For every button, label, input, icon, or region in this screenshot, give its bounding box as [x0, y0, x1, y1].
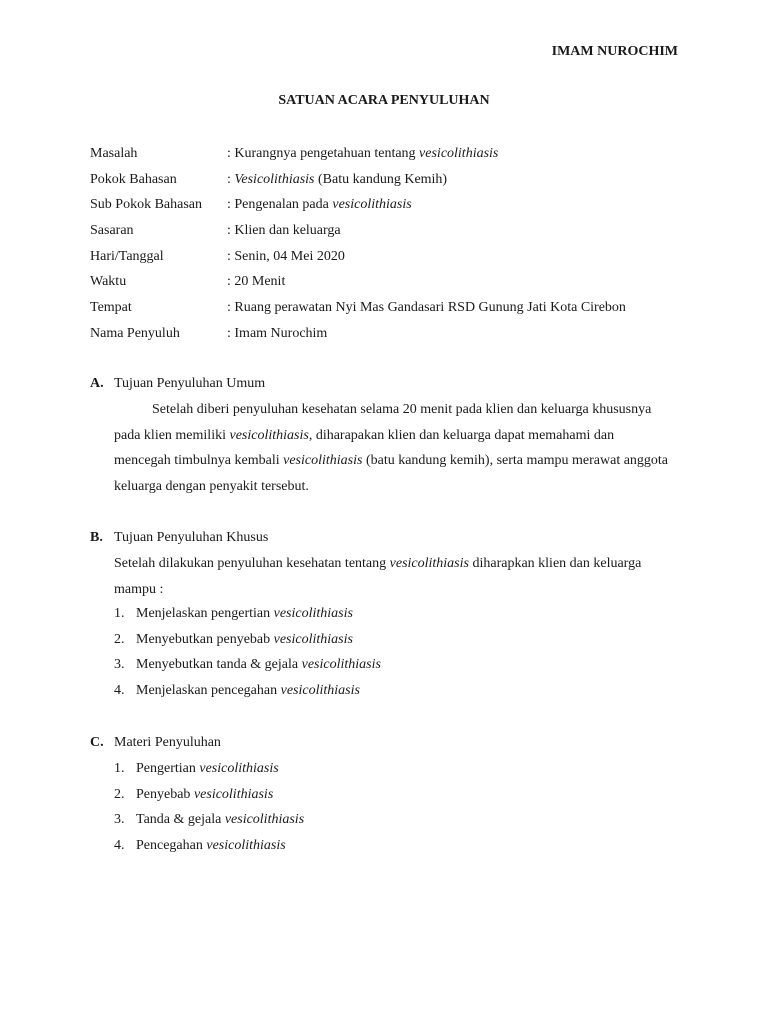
section-c-heading — [90, 733, 221, 753]
info-label: Waktu — [90, 274, 127, 290]
info-row-masalah — [90, 144, 626, 170]
info-label: Tempat — [90, 300, 132, 316]
section-title: Tujuan Penyuluhan Khusus — [114, 530, 269, 545]
section-title: Tujuan Penyuluhan Umum — [114, 376, 266, 391]
list-item: 1. Menjelaskan pengertian vesicolithiasis — [114, 606, 353, 621]
info-row-tempat — [90, 298, 626, 324]
section-c-list — [114, 759, 304, 862]
info-value: : Pengenalan pada vesicolithiasis — [227, 197, 412, 213]
info-table — [90, 144, 626, 350]
info-label: Masalah — [90, 146, 138, 161]
info-value: : Vesicolithiasis (Batu kandung Kemih) — [227, 171, 448, 187]
info-row-hari-tanggal — [90, 247, 626, 273]
info-value: : Kurangnya pengetahuan tentang vesicolithiasis — [227, 146, 499, 161]
info-label: Sasaran — [90, 223, 134, 239]
author-name: IMAM NUROCHIM — [551, 44, 678, 59]
info-label: Hari/Tanggal — [90, 248, 164, 264]
info-row-nama-penyuluh — [90, 324, 626, 350]
list-item: 3. Menyebutkan tanda & gejala vesicolithiasis — [114, 657, 381, 673]
section-b-heading — [90, 528, 268, 548]
info-row-waktu — [90, 272, 626, 298]
list-item: 3. Tanda & gejala vesicolithiasis — [114, 812, 305, 828]
info-label: Sub Pokok Bahasan — [90, 197, 202, 213]
list-item: 4. Menjelaskan pencegahan vesicolithiasis — [114, 683, 360, 699]
list-item: 2. Penyebab vesicolithiasis — [114, 786, 274, 802]
info-label: Nama Penyuluh — [90, 325, 180, 341]
info-label: Pokok Bahasan — [90, 171, 177, 187]
info-value: : Ruang perawatan Nyi Mas Gandasari RSD Gunung Jati Kota Cirebon — [227, 300, 626, 316]
list-item: 4. Pencegahan vesicolithiasis — [114, 838, 286, 854]
section-letter: A. — [90, 376, 104, 391]
info-row-sub-pokok-bahasan — [90, 195, 626, 221]
section-b-intro: Setelah dilakukan penyuluhan kesehatan tentang vesicolithiasis diharapkan klien dan keluarga mampu : — [114, 556, 642, 597]
list-item: 2. Menyebutkan penyebab vesicolithiasis — [114, 631, 353, 647]
section-title: Materi Penyuluhan — [114, 735, 221, 750]
section-letter: B. — [90, 530, 103, 545]
info-row-sasaran — [90, 221, 626, 247]
section-letter: C. — [90, 735, 104, 750]
list-item: 1. Pengertian vesicolithiasis — [114, 761, 279, 776]
info-value: : 20 Menit — [227, 274, 286, 290]
info-value: : Senin, 04 Mei 2020 — [227, 248, 345, 264]
info-row-pokok-bahasan — [90, 170, 626, 196]
section-a-heading — [90, 374, 265, 394]
section-a-paragraph: Setelah diberi penyuluhan kesehatan selama 20 menit pada klien dan keluarga khususnya pada klien memiliki vesicolithiasis, diharapakan klien dan keluarga dapat memahami dan mencegah timbulnya kembali vesicolithiasis (batu kandung kemih), serta mampu merawat anggota keluarga dengan penyakit tersebut. — [114, 402, 669, 494]
info-value: : Klien dan keluarga — [227, 223, 341, 239]
document-title: SATUAN ACARA PENYULUHAN — [278, 93, 490, 108]
section-b-list — [114, 604, 381, 707]
info-value: : Imam Nurochim — [227, 325, 328, 341]
